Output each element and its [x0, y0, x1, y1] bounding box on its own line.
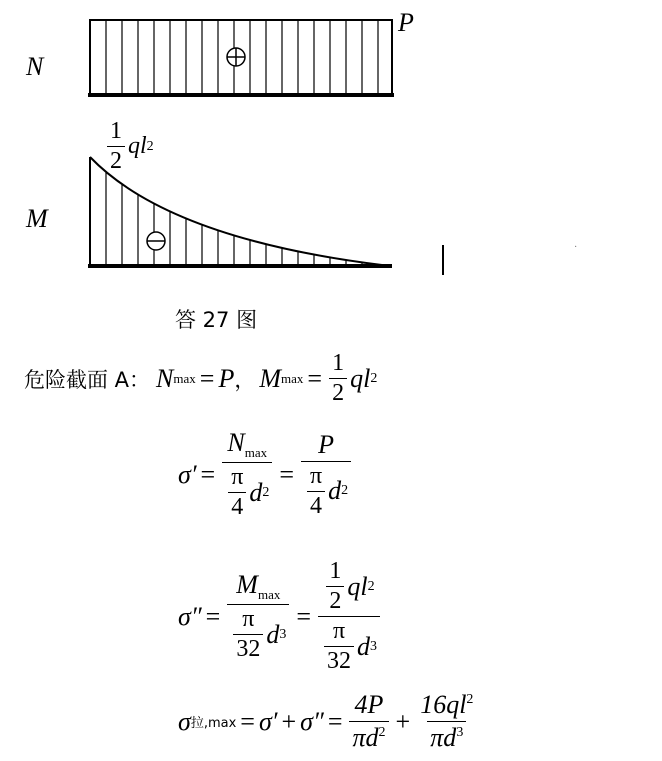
nmax-symbol: N [156, 363, 174, 393]
internal-force-diagram [0, 0, 662, 300]
dangerous-section-line [24, 350, 377, 407]
d-exp: 2 [262, 484, 270, 500]
mmax-num: 1 [332, 350, 345, 376]
eq-sign: = [199, 363, 215, 393]
thirtytwo-den: 32 [233, 634, 263, 663]
comma: ， [234, 367, 256, 392]
nmax-sub: max [173, 370, 196, 386]
d-exp: 3 [279, 626, 287, 642]
n-axis-label: N [26, 52, 44, 81]
frac-m-sub: max [257, 587, 281, 602]
half-den: 2 [326, 586, 344, 615]
ql-expr: ql [347, 571, 368, 601]
thirtytwo-den: 32 [324, 646, 354, 675]
sigma-prime: σ′ [178, 459, 197, 489]
max-moment-label [104, 118, 154, 175]
frac-m: M [236, 570, 258, 599]
sigma-double-prime-equation [178, 558, 383, 675]
eq-sign: = [296, 601, 311, 631]
moment-expr: ql [128, 133, 147, 159]
mmax-den: 2 [329, 378, 347, 407]
eq-sign: = [307, 363, 323, 393]
four-den: 4 [307, 491, 325, 520]
d-var: d [328, 476, 342, 505]
mmax-symbol: M [259, 363, 282, 393]
mmax-sub: max [281, 370, 304, 386]
pi-d-exp: 2 [378, 725, 386, 740]
sigma-double-prime: σ″ [300, 706, 324, 736]
mmax-expr: ql [350, 363, 371, 393]
pi-num: π [242, 606, 255, 632]
pi-d: πd [352, 723, 379, 752]
plus-sign: + [395, 706, 411, 736]
intro-text: 危险截面 A： [24, 367, 151, 392]
moment-exp: 2 [146, 138, 154, 154]
moment-frac-den: 2 [107, 146, 125, 175]
sixteen-ql-exp: 2 [466, 692, 474, 707]
tension-sub: 拉,max [190, 716, 237, 731]
scan-speck: · [574, 242, 578, 253]
pi-num: π [309, 462, 323, 489]
four-den: 4 [228, 492, 246, 521]
plus-sign: + [281, 706, 297, 736]
pi-num: π [332, 618, 346, 644]
d-exp: 3 [370, 638, 377, 654]
pi-d: πd [430, 723, 457, 752]
eq-sign: = [200, 459, 216, 489]
frac-n: N [227, 428, 245, 457]
frac-p: P [318, 429, 334, 459]
sigma-tension-max-equation [178, 690, 479, 753]
axial-force-diagram [88, 20, 394, 95]
sigma-prime: σ′ [258, 706, 278, 736]
figure-caption: 答 27 图 [175, 308, 258, 332]
ql-exp: 2 [367, 578, 375, 594]
d-exp: 2 [341, 483, 349, 498]
eq-sign: = [279, 459, 294, 489]
eq-sign: = [240, 706, 255, 736]
frac-n-sub: max [244, 445, 268, 460]
mmax-exp: 2 [370, 370, 378, 386]
moment-frac-num: 1 [110, 118, 122, 144]
sixteen-ql: 16ql [420, 690, 467, 719]
sigma-symbol: σ [178, 706, 191, 736]
sigma-double-prime: σ″ [178, 601, 202, 631]
d-var: d [357, 631, 370, 661]
sigma-prime-equation [178, 428, 354, 521]
eq-sign: = [327, 706, 343, 736]
d-var: d [249, 477, 263, 507]
d-var: d [266, 619, 280, 649]
m-axis-label: M [26, 204, 48, 233]
pi-num: π [231, 464, 244, 490]
p-load-label: P [398, 8, 414, 37]
pi-d-exp: 3 [456, 725, 464, 740]
nmax-value: P [218, 363, 235, 393]
half-num: 1 [329, 558, 342, 584]
four-p: 4P [354, 690, 384, 719]
eq-sign: = [205, 601, 221, 631]
